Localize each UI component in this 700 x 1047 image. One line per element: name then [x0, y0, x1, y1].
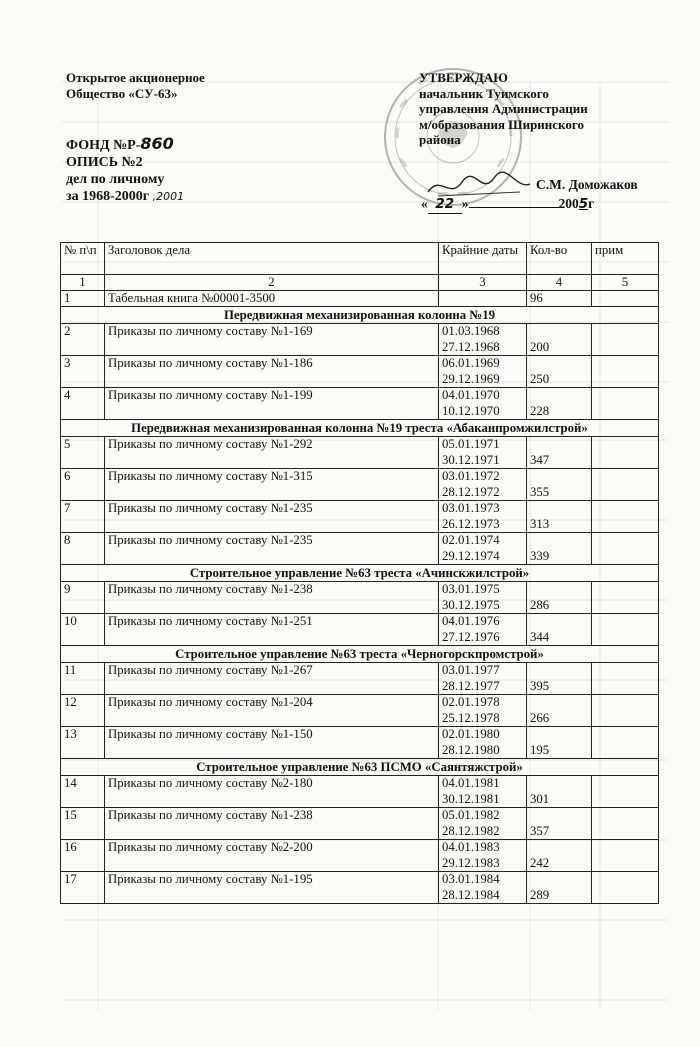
sheet-count: 96 — [527, 291, 592, 307]
case-number: 5 — [61, 437, 105, 469]
sheet-count: 313 — [527, 501, 592, 533]
table-row — [61, 695, 659, 727]
sheet-count: 250 — [527, 356, 592, 388]
case-number: 6 — [61, 469, 105, 501]
col-header-number: № п\п — [61, 243, 105, 275]
sheet-count: 286 — [527, 582, 592, 614]
case-title: Приказы по личному составу №1-235 — [105, 501, 439, 533]
section-title: Строительное управление №63 ПСМО «Саянтяжстрой» — [61, 759, 659, 776]
sheet-count: 301 — [527, 776, 592, 808]
date-end: 26.12.1973 — [442, 516, 500, 531]
date-end: 29.12.1974 — [442, 548, 500, 563]
sheet-count: 357 — [527, 808, 592, 840]
date-range — [439, 776, 527, 808]
opis-title: ОПИСЬ №2 — [66, 155, 143, 170]
notes — [592, 776, 659, 808]
column-number: 2 — [105, 275, 439, 291]
approval-line-4: района — [419, 132, 461, 147]
inventory-table — [60, 242, 659, 904]
case-title: Приказы по личному составу №1-169 — [105, 324, 439, 356]
date-end: 28.12.1982 — [442, 823, 500, 838]
date-range — [439, 663, 527, 695]
notes — [592, 291, 659, 307]
case-number: 16 — [61, 840, 105, 872]
notes — [592, 872, 659, 904]
column-number-row — [61, 275, 659, 291]
date-start: 03.01.1984 — [442, 872, 500, 886]
case-title: Приказы по личному составу №1-199 — [105, 388, 439, 420]
case-title: Табельная книга №00001-3500 — [105, 291, 439, 307]
notes — [592, 695, 659, 727]
date-end: 25.12.1978 — [442, 710, 500, 725]
fond-line — [66, 135, 184, 154]
date-start: 03.01.1972 — [442, 469, 500, 483]
case-number: 11 — [61, 663, 105, 695]
date-end: 27.12.1968 — [442, 339, 500, 354]
sheet-count: 355 — [527, 469, 592, 501]
table-row — [61, 808, 659, 840]
date-end: 28.12.1984 — [442, 887, 500, 902]
date-range — [439, 324, 527, 356]
case-title: Приказы по личному составу №1-235 — [105, 533, 439, 565]
sheet-count: 339 — [527, 533, 592, 565]
date-end: 28.12.1972 — [442, 484, 500, 499]
date-range — [439, 582, 527, 614]
fond-block — [66, 135, 184, 205]
col-header-notes: прим — [592, 243, 659, 275]
notes — [592, 324, 659, 356]
date-start: 02.01.1980 — [442, 727, 500, 741]
table-row — [61, 388, 659, 420]
notes — [592, 614, 659, 646]
case-number: 9 — [61, 582, 105, 614]
sheet-count: 289 — [527, 872, 592, 904]
date-day-handwritten: 22 — [428, 197, 462, 214]
date-end: 28.12.1980 — [442, 742, 500, 757]
table-header-row — [61, 243, 659, 275]
date-start: 03.01.1975 — [442, 582, 500, 596]
date-year-handwritten: 5 — [578, 196, 589, 212]
case-number: 12 — [61, 695, 105, 727]
sheet-count: 344 — [527, 614, 592, 646]
notes — [592, 501, 659, 533]
case-title: Приказы по личному составу №1-292 — [105, 437, 439, 469]
period-handwritten-correction: ,2001 — [149, 190, 185, 203]
table-row — [61, 437, 659, 469]
date-start: 04.01.1970 — [442, 388, 500, 402]
sheet-count: 266 — [527, 695, 592, 727]
date-end: 30.12.1975 — [442, 597, 500, 612]
case-number: 4 — [61, 388, 105, 420]
date-end: 30.12.1971 — [442, 452, 500, 467]
date-start: 04.01.1976 — [442, 614, 500, 628]
date-range — [439, 695, 527, 727]
date-end: 10.12.1970 — [442, 403, 500, 418]
approval-title: УТВЕРЖДАЮ — [419, 70, 508, 85]
table-row — [61, 872, 659, 904]
date-range — [439, 840, 527, 872]
table-row — [61, 582, 659, 614]
case-number: 14 — [61, 776, 105, 808]
date-end: 30.12.1981 — [442, 791, 500, 806]
approval-line-1: начальник Туимского — [419, 85, 549, 101]
table-row — [61, 533, 659, 565]
case-title: Приказы по личному составу №1-238 — [105, 808, 439, 840]
table-row — [61, 727, 659, 759]
date-start: 01.03.1968 — [442, 324, 500, 338]
date-range — [439, 808, 527, 840]
col-header-title: Заголовок дела — [105, 243, 439, 275]
table-row — [61, 663, 659, 695]
date-range — [439, 469, 527, 501]
date-start: 05.01.1982 — [442, 808, 500, 822]
section-title: Строительное управление №63 треста «Черногорскпромстрой» — [61, 646, 659, 663]
approval-line-3: м/образования Ширинского — [419, 116, 584, 132]
table-body — [61, 291, 659, 904]
section-header-row — [61, 759, 659, 776]
section-title: Передвижная механизированная колонна №19 — [61, 307, 659, 324]
date-end: 28.12.1977 — [442, 678, 500, 693]
table-row — [61, 291, 659, 307]
table-row — [61, 324, 659, 356]
date-start: 02.01.1974 — [442, 533, 500, 547]
sheet-count: 195 — [527, 727, 592, 759]
col-header-dates: Крайние даты — [439, 243, 527, 275]
fond-prefix: ФОНД №Р- — [66, 138, 141, 153]
date-start: 04.01.1981 — [442, 776, 500, 790]
table-row — [61, 840, 659, 872]
date-range — [439, 872, 527, 904]
approval-date: « 22 » 2005г — [421, 196, 595, 212]
date-end: 27.12.1976 — [442, 629, 500, 644]
case-number: 7 — [61, 501, 105, 533]
sheet-count: 395 — [527, 663, 592, 695]
notes — [592, 437, 659, 469]
case-title: Приказы по личному составу №1-315 — [105, 469, 439, 501]
notes — [592, 808, 659, 840]
case-title: Приказы по личному составу №1-150 — [105, 727, 439, 759]
column-number: 3 — [439, 275, 527, 291]
period-text: за 1968-2000г — [66, 189, 150, 204]
case-title: Приказы по личному составу №2-200 — [105, 840, 439, 872]
section-header-row — [61, 307, 659, 324]
date-range — [439, 437, 527, 469]
notes — [592, 356, 659, 388]
date-start: 05.01.1971 — [442, 437, 500, 451]
section-header-row — [61, 565, 659, 582]
approval-line-2: управления Администрации — [419, 101, 588, 116]
date-range — [439, 533, 527, 565]
table-row — [61, 356, 659, 388]
case-number: 8 — [61, 533, 105, 565]
date-range — [439, 388, 527, 420]
notes — [592, 727, 659, 759]
case-number: 10 — [61, 614, 105, 646]
notes — [592, 469, 659, 501]
table-row — [61, 501, 659, 533]
date-range — [439, 501, 527, 533]
column-number: 5 — [592, 275, 659, 291]
section-title: Передвижная механизированная колонна №19 треста «Абаканпромжилстрой» — [61, 420, 659, 437]
case-number: 15 — [61, 808, 105, 840]
approval-block — [419, 70, 588, 148]
period-line — [66, 188, 184, 205]
table-row — [61, 776, 659, 808]
date-start: 06.01.1969 — [442, 356, 500, 370]
notes — [592, 663, 659, 695]
date-range — [439, 356, 527, 388]
case-number: 17 — [61, 872, 105, 904]
case-number: 13 — [61, 727, 105, 759]
organization-header — [66, 70, 205, 101]
sheet-count: 200 — [527, 324, 592, 356]
date-start: 02.01.1978 — [442, 695, 500, 709]
col-header-quantity: Кол-во — [527, 243, 592, 275]
case-title: Приказы по личному составу №2-180 — [105, 776, 439, 808]
date-end: 29.12.1969 — [442, 371, 500, 386]
case-title: Приказы по личному составу №1-238 — [105, 582, 439, 614]
notes — [592, 840, 659, 872]
fond-number-handwritten: 860 — [140, 134, 174, 153]
case-number: 3 — [61, 356, 105, 388]
table-row — [61, 469, 659, 501]
del-line: дел по личному — [66, 172, 165, 187]
case-title: Приказы по личному составу №1-251 — [105, 614, 439, 646]
case-title: Приказы по личному составу №1-186 — [105, 356, 439, 388]
org-line-1: Открытое акционерное — [66, 70, 205, 85]
column-number: 4 — [527, 275, 592, 291]
notes — [592, 533, 659, 565]
section-header-row — [61, 646, 659, 663]
date-range — [439, 727, 527, 759]
org-line-2: Общество «СУ-63» — [66, 85, 178, 101]
sheet-count: 228 — [527, 388, 592, 420]
section-header-row — [61, 420, 659, 437]
case-title: Приказы по личному составу №1-267 — [105, 663, 439, 695]
sheet-count: 347 — [527, 437, 592, 469]
case-number: 2 — [61, 324, 105, 356]
date-start: 04.01.1983 — [442, 840, 500, 854]
date-start: 03.01.1977 — [442, 663, 500, 677]
date-range — [439, 614, 527, 646]
section-title: Строительное управление №63 треста «Ачинскжилстрой» — [61, 565, 659, 582]
notes — [592, 388, 659, 420]
date-range — [439, 291, 527, 307]
notes — [592, 582, 659, 614]
signer-name: С.М. Доможаков — [536, 177, 638, 192]
case-title: Приказы по личному составу №1-195 — [105, 872, 439, 904]
column-number: 1 — [61, 275, 105, 291]
date-end: 29.12.1983 — [442, 855, 500, 870]
date-start: 03.01.1973 — [442, 501, 500, 515]
case-number: 1 — [61, 291, 105, 307]
table-row — [61, 614, 659, 646]
sheet-count: 242 — [527, 840, 592, 872]
case-title: Приказы по личному составу №1-204 — [105, 695, 439, 727]
